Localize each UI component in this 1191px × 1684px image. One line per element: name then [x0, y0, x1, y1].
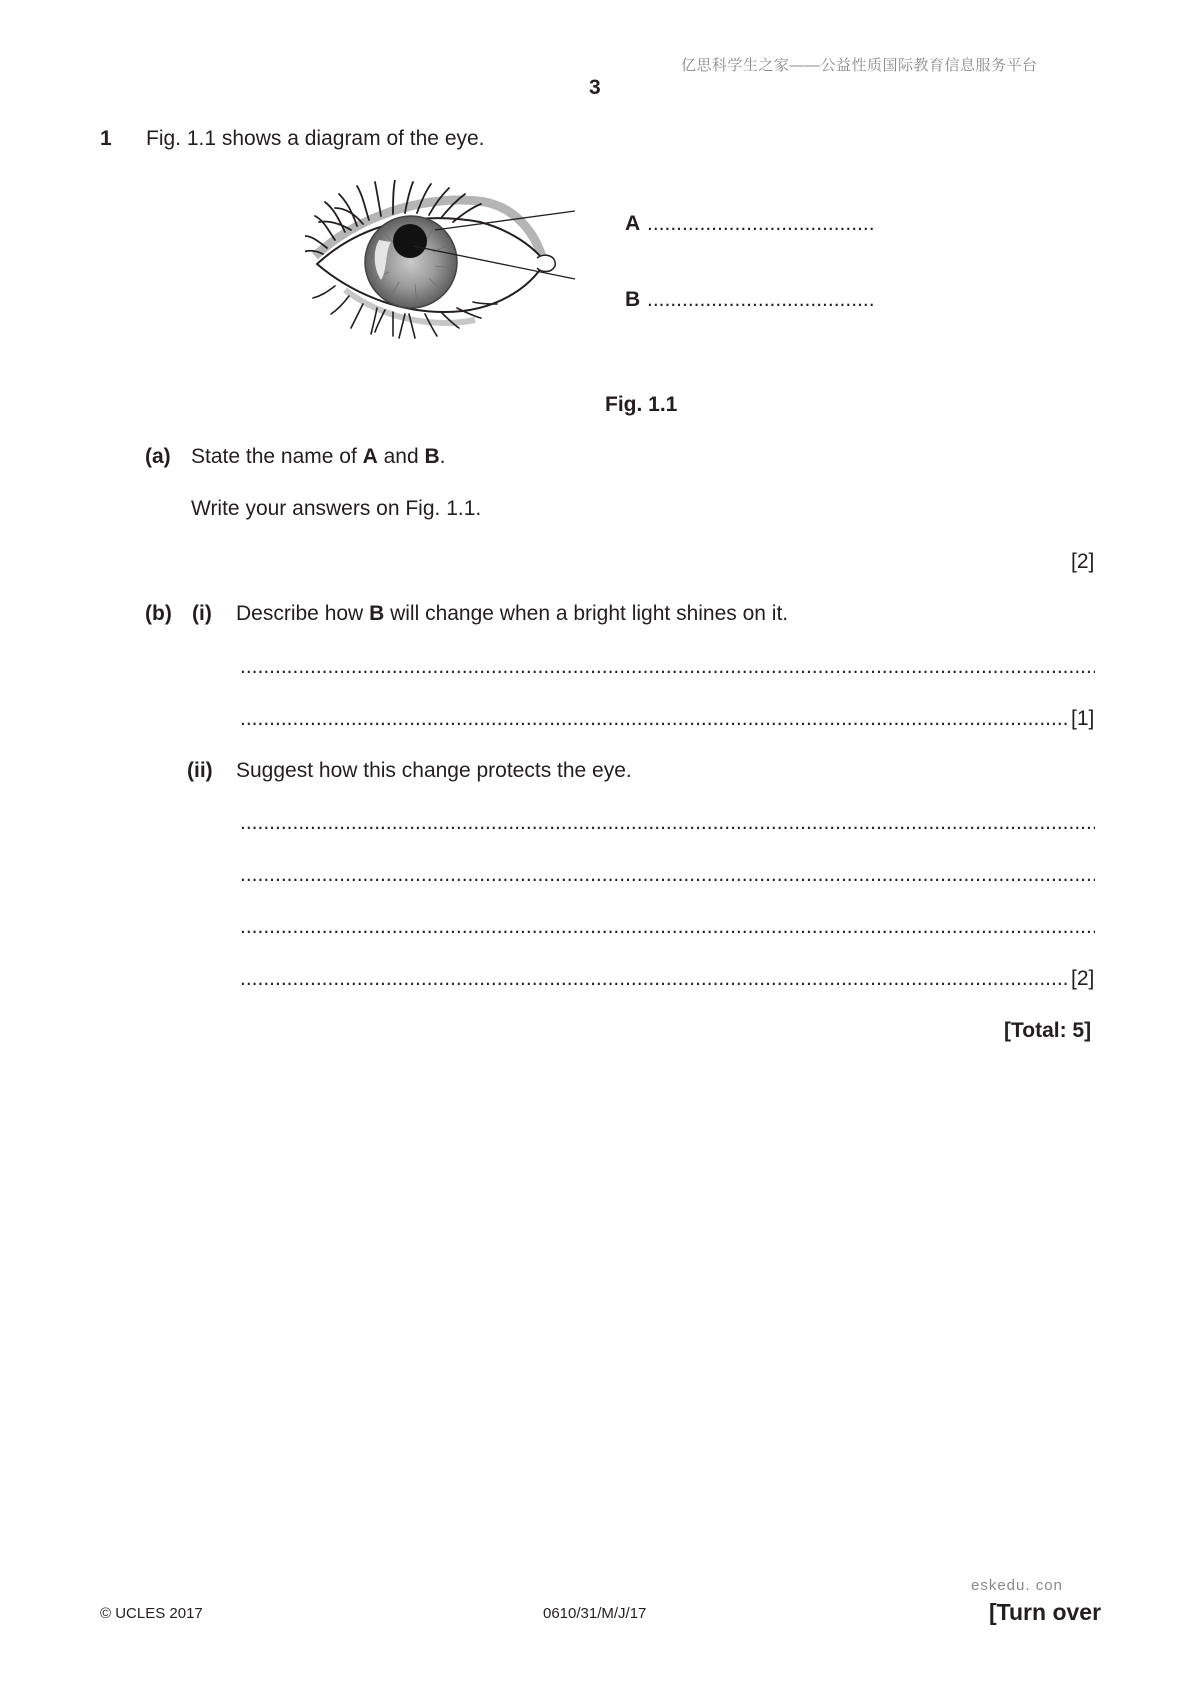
part-b-label: (b) — [145, 602, 172, 625]
answer-line[interactable] — [240, 655, 1095, 679]
answer-line[interactable] — [240, 915, 1095, 939]
part-b-ii-question: Suggest how this change protects the eye. — [236, 759, 632, 782]
eye-diagram — [305, 180, 885, 360]
figure-caption: Fig. 1.1 — [605, 393, 678, 416]
answer-line[interactable] — [240, 863, 1095, 887]
part-b-i-question: Describe how B will change when a bright light shines on it. — [236, 602, 789, 625]
part-b-ii-marks: [2] — [1071, 967, 1095, 990]
question-number: 1 — [100, 127, 112, 150]
label-b: B — [625, 288, 641, 311]
answer-line-a[interactable] — [647, 212, 875, 236]
label-a: A — [625, 212, 641, 235]
answer-line-b[interactable] — [647, 288, 875, 312]
part-b-i-label: (i) — [192, 602, 212, 625]
answer-line[interactable] — [240, 811, 1095, 835]
part-a-instruction: Write your answers on Fig. 1.1. — [191, 497, 482, 520]
page-number: 3 — [589, 76, 601, 99]
copyright: © UCLES 2017 — [100, 1605, 203, 1622]
part-b-ii-label: (ii) — [187, 759, 213, 782]
turn-over: [Turn over — [989, 1599, 1102, 1625]
answer-line[interactable] — [240, 707, 1068, 731]
part-a-question: State the name of A and B. — [191, 445, 446, 468]
paper-code: 0610/31/M/J/17 — [543, 1605, 647, 1622]
question-intro: Fig. 1.1 shows a diagram of the eye. — [146, 127, 485, 150]
watermark-text: 亿思科学生之家——公益性质国际教育信息服务平台 — [681, 57, 1038, 74]
part-b-i-marks: [1] — [1071, 707, 1095, 730]
part-a-marks: [2] — [1071, 550, 1095, 573]
total-marks: [Total: 5] — [1004, 1019, 1092, 1042]
part-a-label: (a) — [145, 445, 171, 468]
site-watermark: eskedu. con — [971, 1577, 1063, 1594]
answer-line[interactable] — [240, 967, 1068, 991]
